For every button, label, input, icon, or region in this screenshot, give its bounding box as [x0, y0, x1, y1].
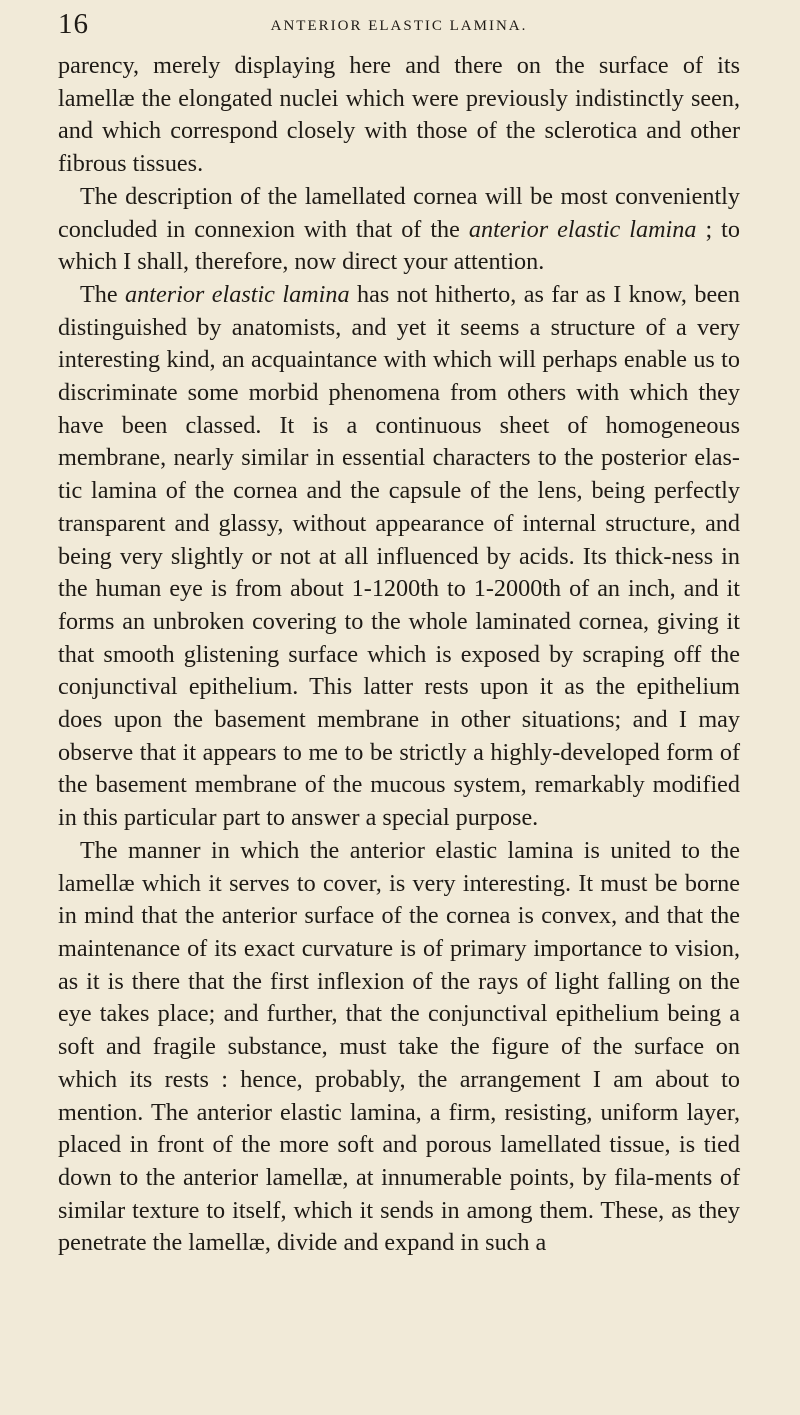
- paragraph-3-lead: The: [80, 280, 126, 308]
- paragraph-2-emphasis: anterior elastic lamina: [468, 215, 697, 243]
- paragraph-2-after: ; to which I shall, therefore, now direct your attention.: [58, 215, 740, 276]
- body-text: [58, 50, 740, 1260]
- paragraph-3-emphasis: anterior elastic lamina: [125, 280, 350, 308]
- running-head: [58, 8, 740, 48]
- paragraph-4-text: The manner in which the anterior elastic lamina is united to the lamellæ which it serves to cover, is very interesting. It must be borne in mind that the anterior surface of the cornea is convex, and that the maintenance of its exact curvature is of primary importance to vision, as it is there that the first inflexion of the rays of light falling on the eye takes place; and further, that the conjunctival epithelium being a soft and fragile substance, must take the figure of the surface on which its rests : hence, probably, the arrangement I am about to mention. The anterior elastic lamina, a firm, resisting, uniform layer, placed in front of the more soft and porous lamellated tissue, is tied down to the anterior lamellæ, at innumerable points, by fila-ments of similar texture to itself, which it sends in among them. These, as they penetrate the lamellæ, divide and expand in such a: [58, 836, 740, 1257]
- paragraph-2-before: The description of the lamellated cornea will be most conveniently concluded in connexion with that of the: [58, 182, 740, 243]
- paragraph-1-text: parency, merely displaying here and there on the surface of its lamellæ the elongated nuclei which were previously indistinctly seen, and which correspond closely with those of the sclerotica and other fibrous tissues.: [58, 52, 740, 178]
- running-title: ANTERIOR ELASTIC LAMINA.: [270, 18, 528, 34]
- paragraph-3: [58, 279, 740, 835]
- page-number: 16: [58, 8, 89, 40]
- paragraph-4: [58, 835, 740, 1260]
- paragraph-2: [58, 181, 740, 279]
- paragraph-1: [58, 50, 740, 181]
- paragraph-3-after: has not hitherto, as far as I know, been distinguished by anatomists, and yet it seems a structure of a very interesting kind, an acquaintance with which will perhaps enable us to discriminate some morbid phenomena from others with which they have been classed. It is a continuous sheet of homogeneous membrane, nearly similar in essential characters to the posterior elas-tic lamina of the cornea and the capsule of the lens, being perfectly transparent and glassy, without appearance of internal structure, and being very slightly or not at all influenced by acids. Its thick-ness in the human eye is from about 1-1200th to 1-2000th of an inch, and it forms an unbroken covering to the whole laminated cornea, giving it that smooth glistening surface which is exposed by scraping off the conjunctival epithelium. This latter rests upon it as the epithelium does upon the basement membrane in other situations; and I may observe that it appears to me to be strictly a highly-developed form of the basement membrane of the mucous system, remarkably modified in this particular part to answer a special purpose.: [58, 280, 741, 832]
